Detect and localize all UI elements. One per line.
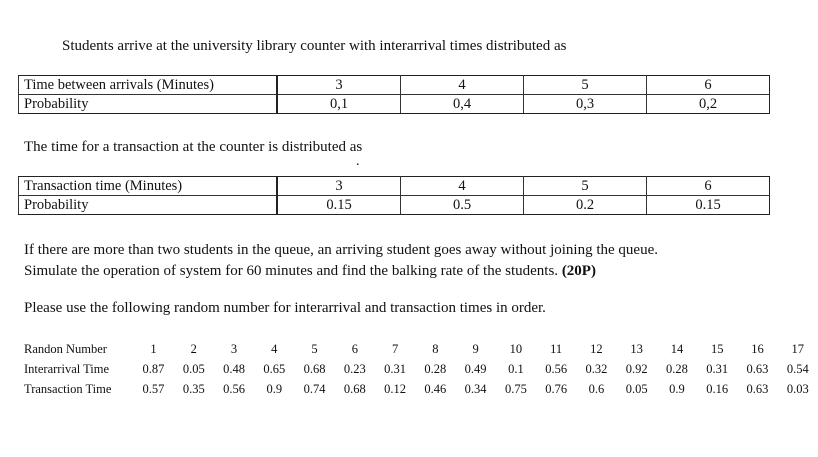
table-row	[19, 95, 770, 114]
table-cell: 3	[277, 177, 401, 196]
table-cell: 0.74	[303, 381, 326, 396]
table-row	[19, 196, 770, 215]
random-number-table	[24, 339, 818, 399]
table-cell: 0.6	[588, 381, 605, 396]
row-label: Interarrival Time	[24, 361, 110, 376]
stray-dot: .	[356, 154, 360, 169]
table-cell: 0.05	[182, 361, 205, 376]
table-cell: 3	[277, 76, 401, 95]
table-row	[24, 339, 818, 359]
row-label: Transaction time (Minutes)	[19, 177, 278, 196]
table-cell: 0.05	[625, 381, 648, 396]
table-cell: 0.03	[786, 381, 809, 396]
table-cell: 0.65	[263, 361, 286, 376]
table-cell: 0.75	[504, 381, 527, 396]
table-cell: 0.63	[746, 361, 769, 376]
row-label: Time between arrivals (Minutes)	[19, 76, 278, 95]
table-row	[24, 359, 818, 379]
row-label: Probability	[19, 196, 278, 215]
table-cell: 0.63	[746, 381, 769, 396]
table-cell: 0.46	[424, 381, 447, 396]
table-cell: 1	[150, 341, 157, 356]
table-cell: 14	[670, 341, 684, 356]
table-cell: 15	[710, 341, 724, 356]
table-cell: 0,4	[401, 95, 524, 114]
table-cell: 10	[509, 341, 523, 356]
table-cell: 0.15	[647, 196, 770, 215]
task-statement: Simulate the operation of system for 60 minutes and find the balking rate of the students.	[24, 263, 559, 279]
table-cell: 0.56	[545, 361, 568, 376]
table-cell: 5	[524, 177, 647, 196]
table-cell: 0,3	[524, 95, 647, 114]
table-cell: 3	[230, 341, 238, 356]
table-cell: 4	[271, 341, 278, 356]
task-text	[24, 263, 596, 280]
table-cell: 16	[751, 341, 764, 356]
table-cell: 0.1	[508, 361, 524, 376]
table-row	[19, 177, 770, 196]
random-number-instruction: Please use the following random number for interarrival and transaction times in order.	[24, 300, 546, 316]
table-cell: 4	[401, 177, 524, 196]
table-cell: 13	[630, 341, 643, 356]
points-label: (20P)	[561, 263, 596, 279]
table-cell: 0.56	[223, 381, 245, 396]
table-cell: 6	[647, 76, 770, 95]
table-cell: 7	[391, 341, 399, 356]
table-cell: 0,2	[647, 95, 770, 114]
table-cell: 11	[550, 341, 563, 356]
table-cell: 0.15	[277, 196, 401, 215]
table-cell: 0,1	[277, 95, 401, 114]
table-cell: 0.2	[524, 196, 647, 215]
table-cell: 0.35	[182, 381, 205, 396]
table-cell: 17	[791, 341, 805, 356]
table-cell: 0.34	[464, 381, 487, 396]
balking-rule-text: If there are more than two students in the queue, an arriving student goes away without joining the queue.	[24, 242, 658, 258]
table-cell: 12	[590, 341, 603, 356]
table-cell: 5	[524, 76, 647, 95]
table-cell: 0.48	[223, 361, 245, 376]
table-cell: 0.28	[424, 361, 447, 376]
table-cell: 0.31	[384, 361, 407, 376]
table-cell: 9	[472, 341, 479, 356]
table-cell: 0.68	[343, 381, 366, 396]
table-cell: 6	[647, 177, 770, 196]
table-cell: 0.16	[706, 381, 729, 396]
table-cell: 0.57	[142, 381, 165, 396]
table-cell: 0.54	[786, 361, 809, 376]
table-cell: 4	[401, 76, 524, 95]
table-cell: 0.23	[343, 361, 366, 376]
interarrival-distribution-table	[18, 75, 770, 114]
table-cell: 0.28	[666, 361, 688, 376]
table-cell: 0.31	[706, 361, 729, 376]
table-cell: 0.76	[545, 381, 568, 396]
table-cell: 8	[432, 341, 439, 356]
table-cell: 5	[311, 341, 318, 356]
table-cell: 0.68	[303, 361, 326, 376]
table-cell: 0.12	[384, 381, 407, 396]
table-cell: 0.92	[625, 361, 648, 376]
intro-text: Students arrive at the university library counter with interarrival times distributed as	[62, 38, 567, 54]
table-cell: 2	[190, 341, 197, 356]
row-label: Probability	[19, 95, 278, 114]
table-row	[19, 76, 770, 95]
table-cell: 0.9	[266, 381, 283, 396]
table-cell: 0.49	[464, 361, 487, 376]
transaction-intro-text: The time for a transaction at the counter is distributed as	[24, 139, 363, 155]
table-cell: 0.5	[401, 196, 524, 215]
table-row	[24, 379, 818, 399]
row-label: Transaction Time	[24, 381, 112, 396]
table-cell: 0.32	[585, 361, 608, 376]
table-cell: 0.9	[669, 381, 685, 396]
table-cell: 0.87	[142, 361, 165, 376]
row-label: Randon Number	[24, 341, 107, 356]
table-cell: 6	[351, 341, 358, 356]
transaction-distribution-table	[18, 176, 770, 215]
